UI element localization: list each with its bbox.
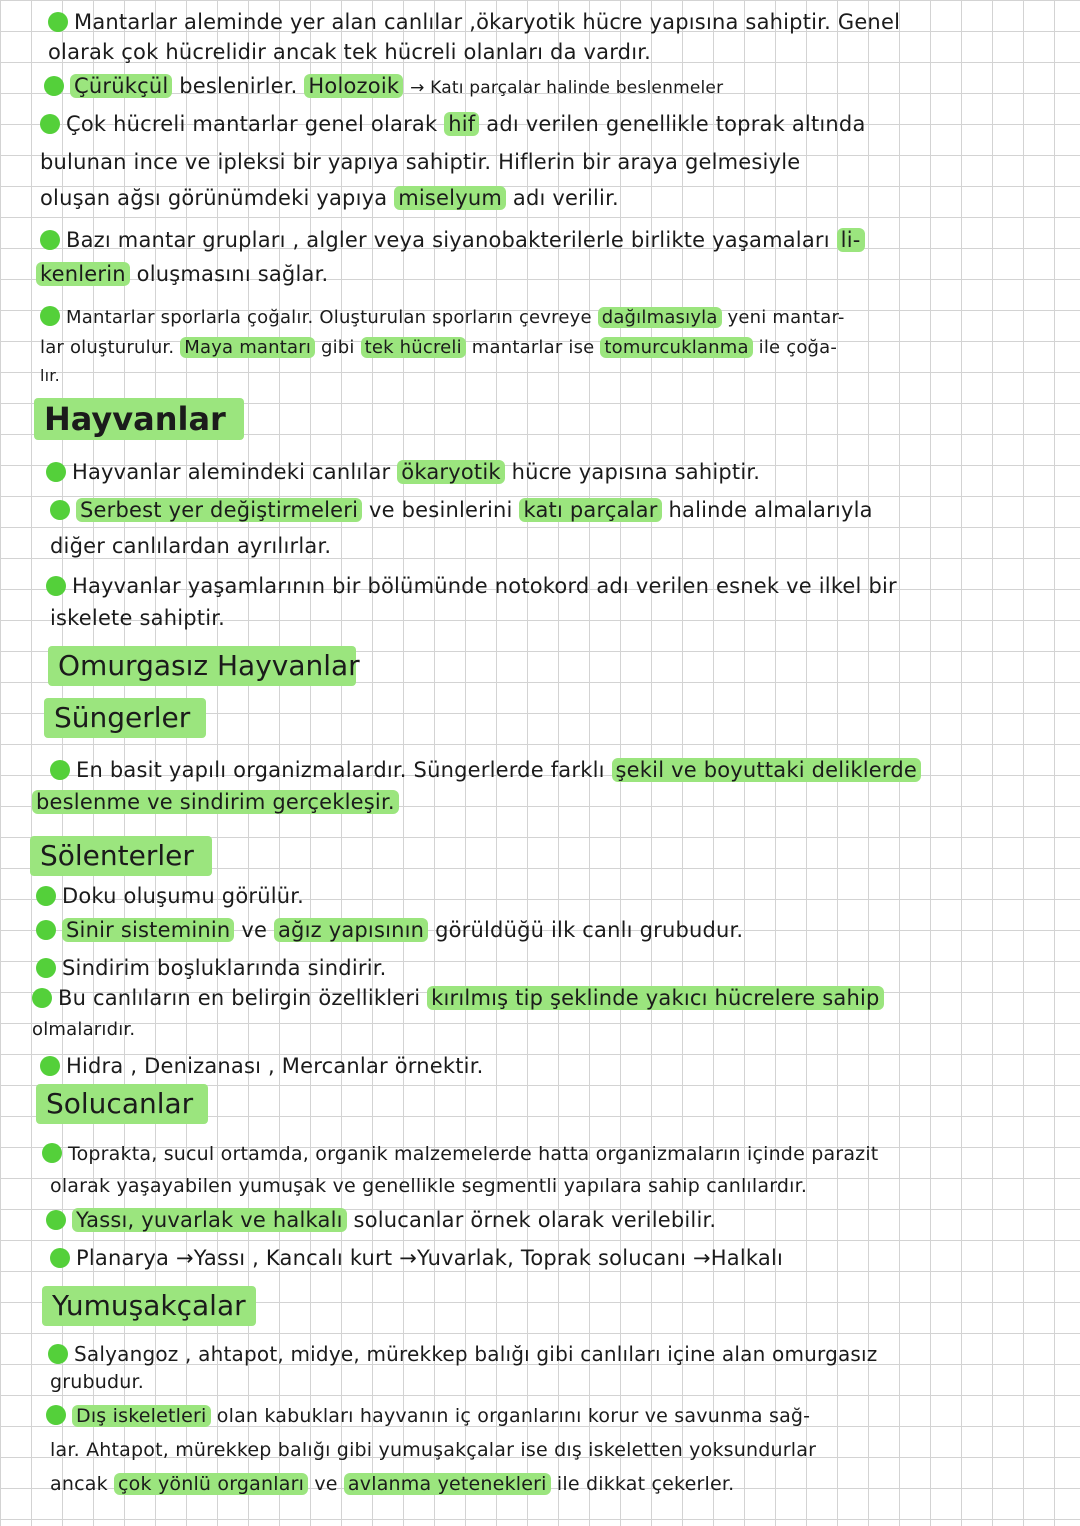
mantar-p5-line2 [40, 334, 837, 362]
text: diğer canlılardan ayrılırlar. [50, 534, 332, 558]
text: olan kabukları hayvanın iç organlarını korur ve savunma sağ- [216, 1405, 811, 1427]
text: Bazı mantar grupları , algler veya siyanobakterilerle birlikte yaşamaları [66, 228, 830, 252]
hayvan-p2-line1 [50, 496, 873, 524]
sunger-p1-line1 [50, 756, 921, 784]
text: adı verilen genellikle toprak altında [486, 112, 866, 136]
hayvan-p1 [46, 458, 760, 486]
highlight: tek hücreli [361, 337, 466, 358]
solenter-b4-line2 [32, 1016, 135, 1044]
mantar-p4-line1 [40, 226, 865, 254]
yumusakca-p1-line1 [48, 1340, 878, 1368]
text: adı verilir. [512, 186, 619, 210]
mantar-p5-line3 [40, 362, 60, 390]
solucan-p1-line1 [42, 1140, 878, 1168]
text: bulunan ince ve ipleksi bir yapıya sahiptir. Hiflerin bir araya gelmesiyle [40, 150, 801, 174]
text: → Katı parçalar halinde beslenmeler [410, 78, 724, 98]
solucan-p3 [50, 1244, 783, 1272]
highlight: hif [444, 112, 479, 136]
highlight: li- [837, 228, 865, 252]
heading-omurgasiz: Omurgasız Hayvanlar [48, 646, 356, 686]
highlight: Holozoik [304, 74, 403, 98]
highlight: kenlerin [36, 262, 130, 286]
solenter-b4-line1 [32, 984, 884, 1012]
text: gibi [320, 337, 355, 358]
text: lar oluşturulur. [40, 337, 175, 358]
text: ile çoğa- [758, 337, 838, 358]
text: lar. Ahtapot, mürekkep balığı gibi yumuşakçalar ise dış iskeletten yoksundurlar [50, 1439, 817, 1461]
bullet-dot [48, 1344, 68, 1364]
text: olarak yaşayabilen yumuşak ve genellikle segmentli yapılara sahip canlılardır. [50, 1175, 808, 1197]
solucan-p2 [46, 1206, 716, 1234]
text: oluşmasını sağlar. [136, 262, 329, 286]
bullet-dot [40, 114, 60, 134]
text: ve [314, 1473, 338, 1495]
solucan-p1-line2 [50, 1172, 807, 1200]
mantar-p2 [44, 72, 723, 102]
text: hücre yapısına sahiptir. [511, 460, 761, 484]
mantar-p3-line3 [40, 184, 619, 212]
solenter-b3 [36, 954, 387, 982]
highlight: katı parçalar [519, 498, 661, 522]
highlight: tomurcuklanma [600, 337, 752, 358]
bullet-dot [32, 988, 52, 1008]
mantar-p3-line2 [40, 148, 800, 176]
text: En basit yapılı organizmalardır. Süngerlerde farklı [76, 758, 605, 782]
text: Hayvanlar yaşamlarının bir bölümünde notokord adı verilen esnek ve ilkel bir [72, 574, 897, 598]
mantar-p5-line1 [40, 304, 845, 332]
highlight: ökaryotik [397, 460, 504, 484]
text: Planarya →Yassı , Kancalı kurt →Yuvarlak, Toprak solucanı →Halkalı [76, 1246, 784, 1270]
text: ile dikkat çekerler. [556, 1473, 735, 1495]
text: Mantarlar aleminde yer alan canlılar ,ökaryotik hücre yapısına sahiptir. Genel [74, 10, 901, 34]
text: lır. [40, 366, 60, 385]
text: Mantarlar sporlarla çoğalır. Oluşturulan sporların çevreye [66, 307, 592, 328]
text: beslenirler. [179, 74, 298, 98]
bullet-dot [50, 1248, 70, 1268]
highlight: miselyum [394, 186, 506, 210]
solenter-b2 [36, 916, 743, 944]
bullet-dot [36, 886, 56, 906]
highlight: şekil ve boyuttaki deliklerde [612, 758, 921, 782]
mantar-p1-line2 [48, 38, 651, 66]
bullet-dot [40, 1056, 60, 1076]
yumusakca-p2-line1 [46, 1402, 810, 1430]
highlight: kırılmış tip şeklinde yakıcı hücrelere sahip [427, 986, 883, 1010]
highlight: ağız yapısının [274, 918, 428, 942]
text: ve besinlerini [369, 498, 513, 522]
bullet-dot [46, 462, 66, 482]
bullet-dot [40, 306, 60, 326]
heading-sungerler: Süngerler [44, 698, 206, 738]
text: Çok hücreli mantarlar genel olarak [66, 112, 438, 136]
bullet-dot [42, 1143, 62, 1163]
sunger-p1-line2 [32, 788, 399, 816]
text: mantarlar ise [471, 337, 595, 358]
mantar-p3-line1 [40, 110, 866, 138]
heading-yumusakcalar: Yumuşakçalar [42, 1286, 256, 1326]
bullet-dot [50, 760, 70, 780]
highlight: avlanma yetenekleri [344, 1473, 551, 1495]
text: Hayvanlar alemindeki canlılar [72, 460, 391, 484]
heading-solenterler: Sölenterler [30, 836, 212, 876]
bullet-dot [46, 576, 66, 596]
text: ve [241, 918, 268, 942]
solenter-b5 [40, 1052, 484, 1080]
heading-solucanlar: Solucanlar [36, 1084, 208, 1124]
highlight: Serbest yer değiştirmeleri [76, 498, 362, 522]
text: solucanlar örnek olarak verilebilir. [353, 1208, 717, 1232]
mantar-p4-line2 [36, 260, 328, 288]
highlight: beslenme ve sindirim gerçekleşir. [32, 790, 399, 814]
text: halinde almalarıyla [668, 498, 873, 522]
solenter-b1 [36, 882, 304, 910]
bullet-dot [48, 12, 68, 32]
text: iskelete sahiptir. [50, 606, 226, 630]
text: Toprakta, sucul ortamda, organik malzemelerde hatta organizmaların içinde parazit [68, 1143, 879, 1165]
yumusakca-p2-line3 [50, 1470, 734, 1498]
text: Sindirim boşluklarında sindirir. [62, 956, 387, 980]
text: grubudur. [50, 1371, 145, 1393]
hayvan-p2-line2 [50, 532, 331, 560]
text: görüldüğü ilk canlı grubudur. [435, 918, 744, 942]
hayvan-p3-line1 [46, 572, 897, 600]
text: oluşan ağsı görünümdeki yapıya [40, 186, 388, 210]
bullet-dot [50, 500, 70, 520]
highlight: Çürükçül [70, 74, 172, 98]
text: olmalarıdır. [32, 1019, 136, 1040]
text: ancak [50, 1473, 108, 1495]
text: olarak çok hücrelidir ancak tek hücreli olanları da vardır. [48, 40, 652, 64]
text: Doku oluşumu görülür. [62, 884, 305, 908]
bullet-dot [36, 920, 56, 940]
highlight: çok yönlü organları [114, 1473, 308, 1495]
bullet-dot [46, 1405, 66, 1425]
text: Bu canlıların en belirgin özellikleri [58, 986, 421, 1010]
yumusakca-p1-line2 [50, 1368, 144, 1396]
highlight: Yassı, yuvarlak ve halkalı [72, 1208, 347, 1232]
bullet-dot [46, 1210, 66, 1230]
text: yeni mantar- [727, 307, 845, 328]
highlight: dağılmasıyla [598, 307, 722, 328]
bullet-dot [44, 76, 64, 96]
bullet-dot [36, 958, 56, 978]
bullet-dot [40, 230, 60, 250]
highlight: Maya mantarı [180, 337, 315, 358]
highlight: Sinir sisteminin [62, 918, 234, 942]
yumusakca-p2-line2 [50, 1436, 816, 1464]
heading-hayvanlar: Hayvanlar [34, 398, 244, 440]
mantar-p1-line1 [48, 8, 900, 36]
hayvan-p3-line2 [50, 604, 225, 632]
text: Salyangoz , ahtapot, midye, mürekkep balığı gibi canlıları içine alan omurgasız [74, 1342, 878, 1366]
highlight: Dış iskeletleri [72, 1405, 211, 1427]
text: Hidra , Denizanası , Mercanlar örnektir. [66, 1054, 484, 1078]
